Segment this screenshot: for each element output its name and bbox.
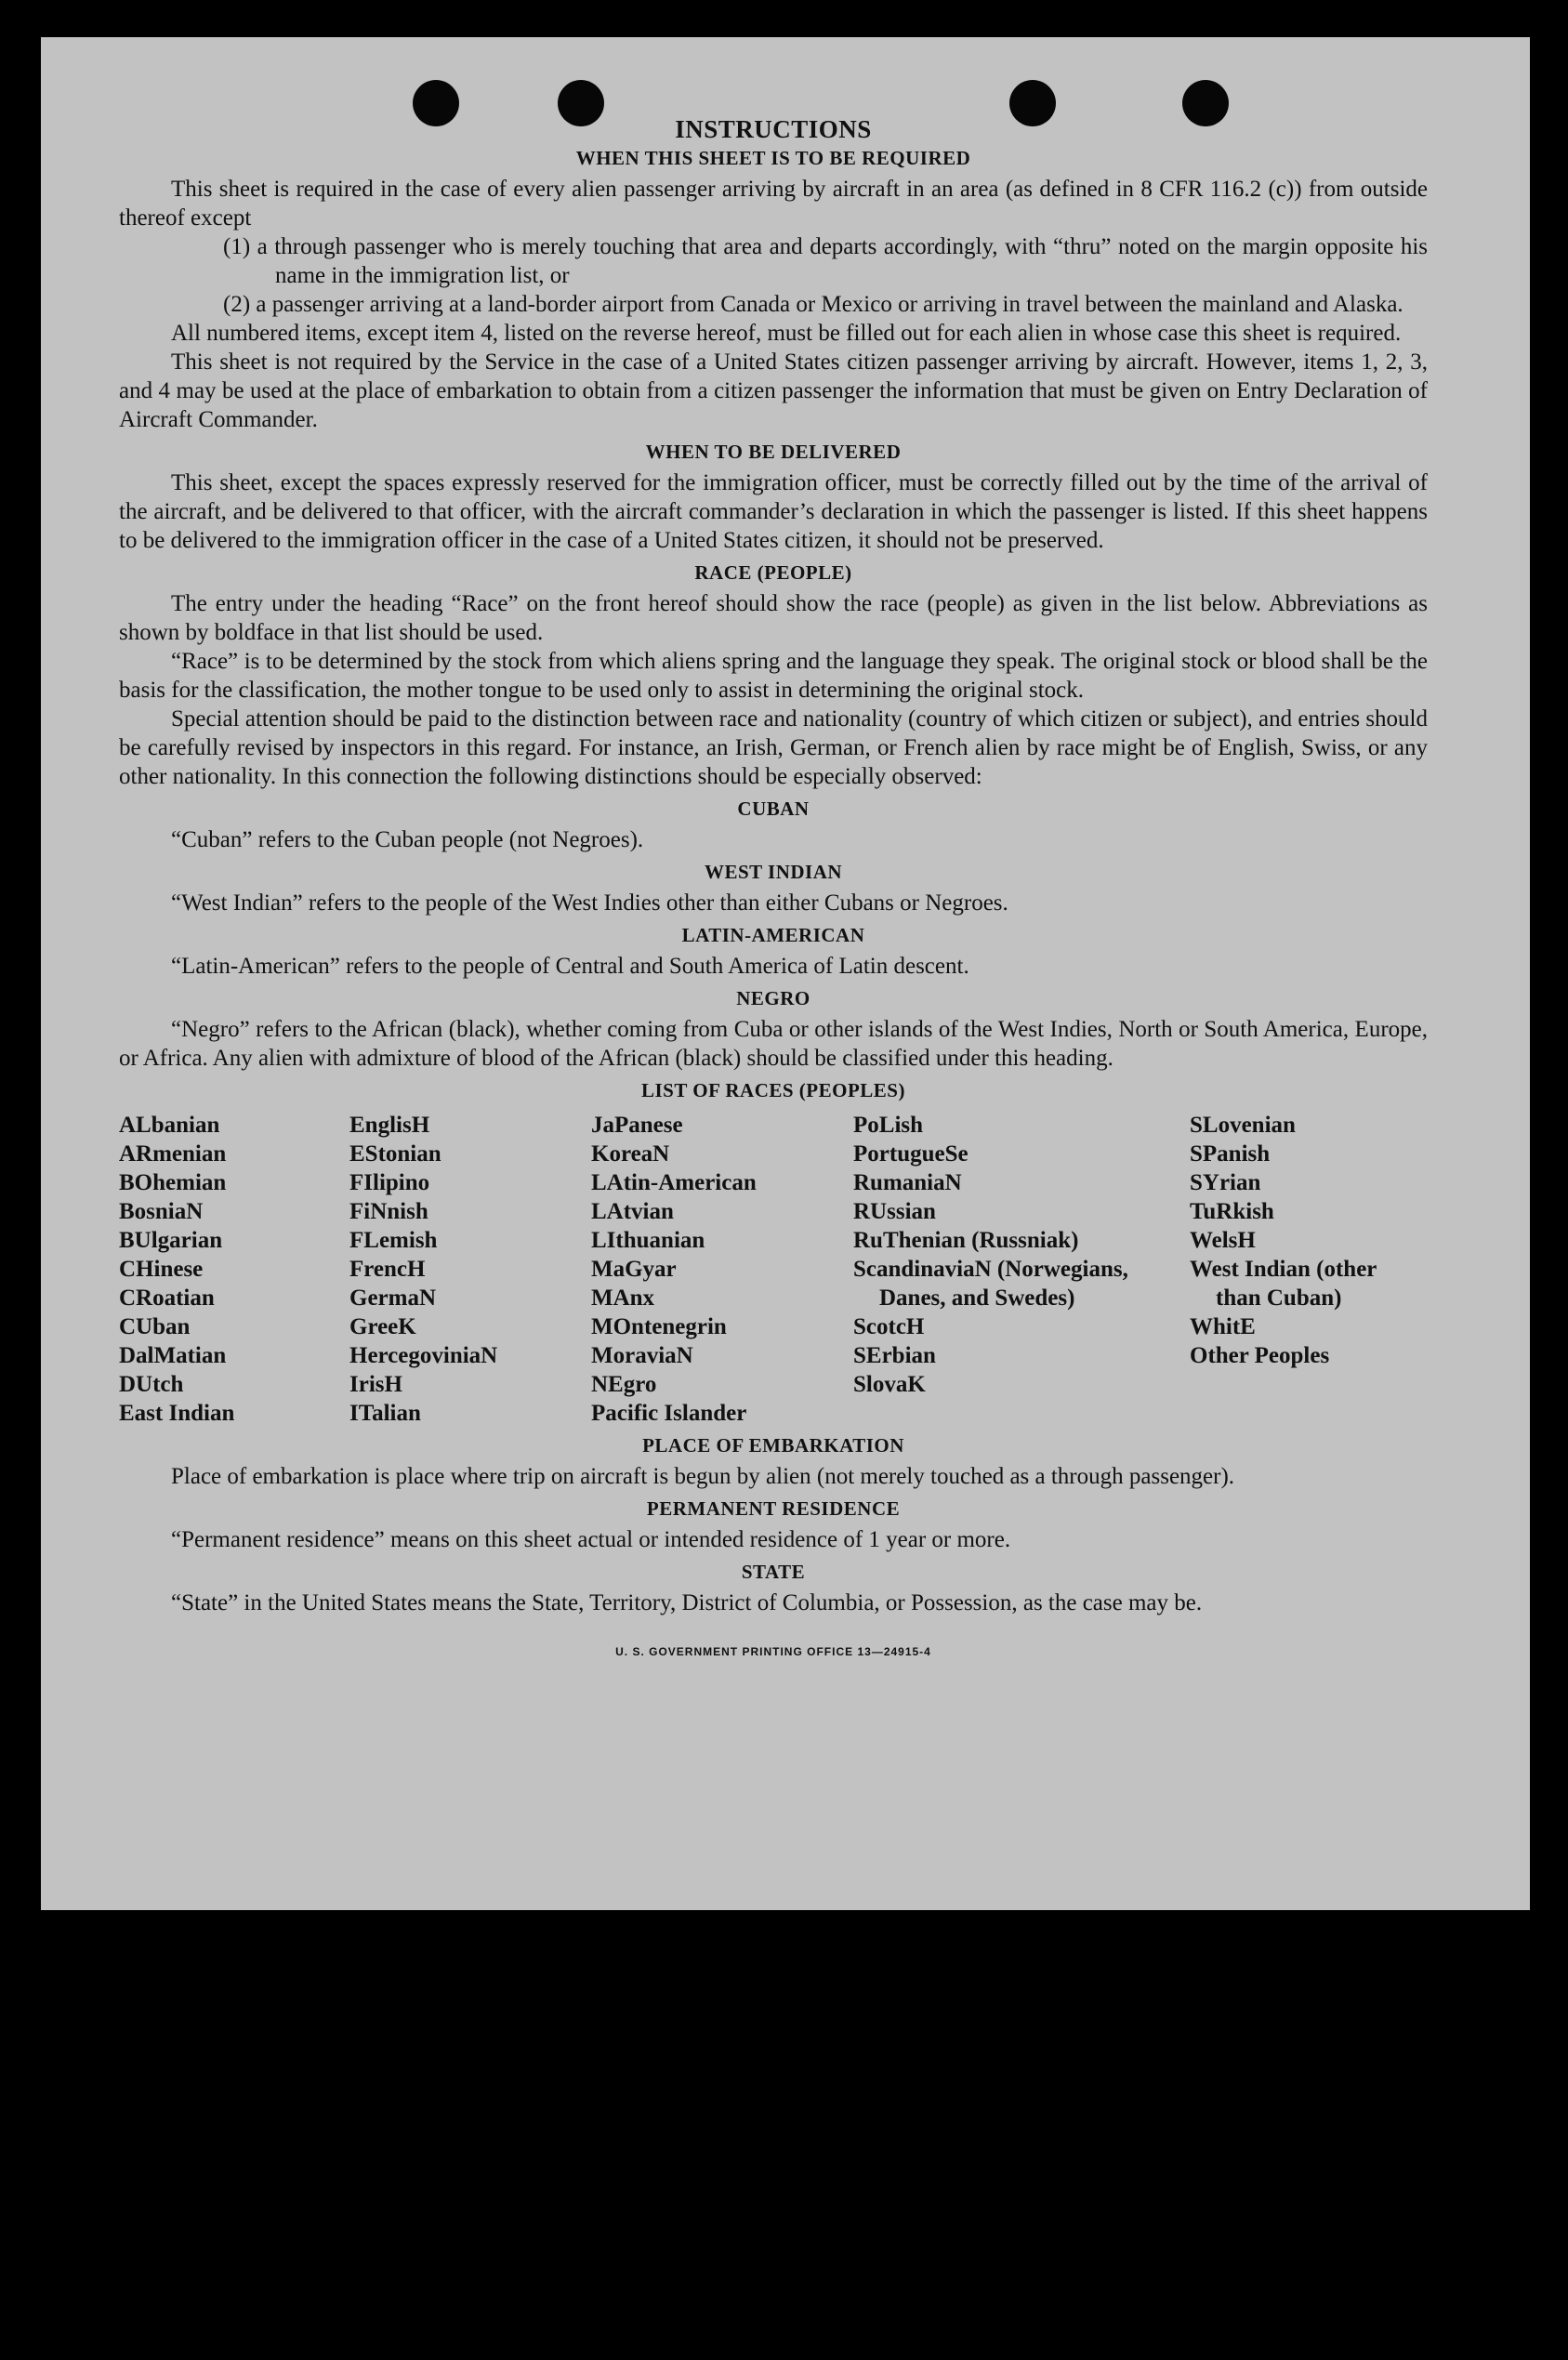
race-entry: East Indian <box>119 1401 235 1426</box>
race-entry: LAtin-American <box>591 1170 757 1195</box>
race-list <box>119 1111 1428 1428</box>
race-column <box>591 1111 853 1428</box>
race-entry: MOntenegrin <box>591 1314 727 1339</box>
race-entry: ARmenian <box>119 1141 227 1167</box>
document-sheet <box>41 37 1530 1910</box>
race-entry: SErbian <box>853 1343 936 1368</box>
race-paragraph-2: “Race” is to be determined by the stock from which aliens spring and the language they speak. The original stock or blood shall be the basis for the classification, the mother tongue to be used only to assist in determining the original stock. <box>119 649 1428 703</box>
race-entry: LAtvian <box>591 1199 674 1224</box>
race-column <box>853 1111 1190 1428</box>
section-heading-state: STATE <box>741 1561 806 1583</box>
race-entry: RuThenian (Russniak) <box>853 1228 1079 1253</box>
race-entry: SPanish <box>1190 1141 1271 1167</box>
race-entry: NEgro <box>591 1372 657 1397</box>
race-entry: CRoatian <box>119 1285 215 1311</box>
race-entry: FiNnish <box>349 1199 428 1224</box>
race-entry: BOhemian <box>119 1170 227 1195</box>
race-entry: DalMatian <box>119 1343 227 1368</box>
latin-american-paragraph: “Latin-American” refers to the people of Central and South America of Latin descent. <box>171 954 969 979</box>
race-entry: JaPanese <box>591 1113 683 1138</box>
section-heading-delivered: WHEN TO BE DELIVERED <box>645 441 902 463</box>
race-entry: MAnx <box>591 1285 655 1311</box>
section-heading-negro: NEGRO <box>736 987 810 1009</box>
race-entry: WhitE <box>1190 1314 1256 1339</box>
citizen-paragraph: This sheet is not required by the Service in the case of a United States citizen passenger arriving by aircraft. However, items 1, 2, 3, and 4 may be used at the place of embarkation to obtain from a citizen passenger the information that must be given on Entry Declaration of Aircraft Commander. <box>119 349 1428 432</box>
race-entry: FrencH <box>349 1257 426 1282</box>
race-entry: WelsH <box>1190 1228 1256 1253</box>
intro-paragraph: This sheet is required in the case of every alien passenger arriving by aircraft in an area (as defined in 8 CFR 116.2 (c)) from outside thereof except <box>119 177 1428 231</box>
race-entry: ITalian <box>349 1401 421 1426</box>
race-entry: ScotcH <box>853 1314 925 1339</box>
race-column <box>1190 1111 1422 1428</box>
printer-imprint: U. S. GOVERNMENT PRINTING OFFICE 13—24915-4 <box>615 1645 931 1658</box>
race-entry: EnglisH <box>349 1113 430 1138</box>
delivered-paragraph: This sheet, except the spaces expressly reserved for the immigration officer, must be correctly filled out by the time of the arrival of the aircraft, and be delivered to that officer, with the aircraft commander’s declaration in which the passenger is listed. If this sheet happens to be delivered to the immigration officer in the case of a United States citizen, it should not be preserved. <box>119 470 1428 553</box>
race-entry: TuRkish <box>1190 1199 1274 1224</box>
embarkation-paragraph: Place of embarkation is place where trip on aircraft is begun by alien (not merely touched as a through passenger). <box>171 1464 1235 1489</box>
race-entry: FLemish <box>349 1228 438 1253</box>
race-entry: DUtch <box>119 1372 184 1397</box>
race-entry: HercegoviniaN <box>349 1343 498 1368</box>
race-column <box>119 1111 349 1428</box>
race-entry: MoraviaN <box>591 1343 693 1368</box>
numbered-items-paragraph: All numbered items, except item 4, listed on the reverse hereof, must be filled out for each alien in whose case this sheet is required. <box>171 321 1402 346</box>
race-entry: RUssian <box>853 1199 936 1224</box>
section-heading-latin-american: LATIN-AMERICAN <box>681 924 865 946</box>
race-entry: EStonian <box>349 1141 441 1167</box>
race-entry: GermaN <box>349 1285 437 1311</box>
race-entry: MaGyar <box>591 1257 677 1282</box>
cuban-paragraph: “Cuban” refers to the Cuban people (not Negroes). <box>171 827 644 852</box>
exception-item-2: (2) a passenger arriving at a land-border airport from Canada or Mexico or arriving in travel between the mainland and Alaska. <box>223 292 1403 317</box>
race-entry: SLovenian <box>1190 1113 1296 1138</box>
race-entry: CUban <box>119 1314 191 1339</box>
race-entry: CHinese <box>119 1257 204 1282</box>
race-entry: KoreaN <box>591 1141 670 1167</box>
section-heading-west-indian: WEST INDIAN <box>704 861 843 883</box>
section-heading-list-of-races: LIST OF RACES (PEOPLES) <box>641 1079 905 1101</box>
west-indian-paragraph: “West Indian” refers to the people of the West Indies other than either Cubans or Negroes. <box>171 890 1008 916</box>
race-entry: Pacific Islander <box>591 1401 747 1426</box>
page-title: INSTRUCTIONS <box>675 115 872 143</box>
race-entry: PortugueSe <box>853 1141 968 1167</box>
section-heading-residence: PERMANENT RESIDENCE <box>646 1497 901 1520</box>
punch-hole <box>1182 80 1229 126</box>
state-paragraph: “State” in the United States means the State, Territory, District of Columbia, or Possession, as the case may be. <box>171 1590 1203 1615</box>
section-heading-cuban: CUBAN <box>737 798 810 820</box>
race-entry: PoLish <box>853 1113 924 1138</box>
race-entry: BUlgarian <box>119 1228 223 1253</box>
race-paragraph-1: The entry under the heading “Race” on the front hereof should show the race (people) as given in the list below. Abbreviations as shown by boldface in that list should be used. <box>119 591 1428 645</box>
section-heading-required: WHEN THIS SHEET IS TO BE REQUIRED <box>575 147 971 169</box>
punch-hole <box>558 80 604 126</box>
race-entry: RumaniaN <box>853 1170 962 1195</box>
residence-paragraph: “Permanent residence” means on this sheet actual or intended residence of 1 year or more. <box>171 1527 1011 1552</box>
punch-hole <box>413 80 459 126</box>
race-entry: SYrian <box>1190 1170 1261 1195</box>
negro-paragraph: “Negro” refers to the African (black), whether coming from Cuba or other islands of the West Indies, North or South America, Europe, or Africa. Any alien with admixture of blood of the African (black) should be classified under this heading. <box>119 1017 1428 1071</box>
race-entry: SlovaK <box>853 1372 926 1397</box>
race-entry: Other Peoples <box>1190 1343 1330 1368</box>
race-paragraph-3: Special attention should be paid to the distinction between race and nationality (country of which citizen or subject), and entries should be carefully revised by inspectors in this regard. For instance, an Irish, German, or French alien by race might be of English, Swiss, or any other nationality. In this connection the following distinctions should be especially observed: <box>119 706 1428 789</box>
race-entry: BosniaN <box>119 1199 204 1224</box>
race-entry: West Indian (other than Cuban) <box>1190 1257 1377 1311</box>
race-entry: GreeK <box>349 1314 416 1339</box>
race-entry: ALbanian <box>119 1113 220 1138</box>
race-entry: FIlipino <box>349 1170 430 1195</box>
exception-item-1: (1) a through passenger who is merely touching that area and departs accordingly, with “thru” noted on the margin opposite his name in the immigration list, or <box>223 234 1428 288</box>
race-entry: ScandinaviaN (Norwegians, Danes, and Swedes) <box>853 1257 1128 1311</box>
race-entry: LIthuanian <box>591 1228 705 1253</box>
punch-hole <box>1009 80 1056 126</box>
race-column <box>349 1111 591 1428</box>
section-heading-embarkation: PLACE OF EMBARKATION <box>642 1434 904 1457</box>
race-entry: IrisH <box>349 1372 402 1397</box>
section-heading-race: RACE (PEOPLE) <box>694 561 852 584</box>
